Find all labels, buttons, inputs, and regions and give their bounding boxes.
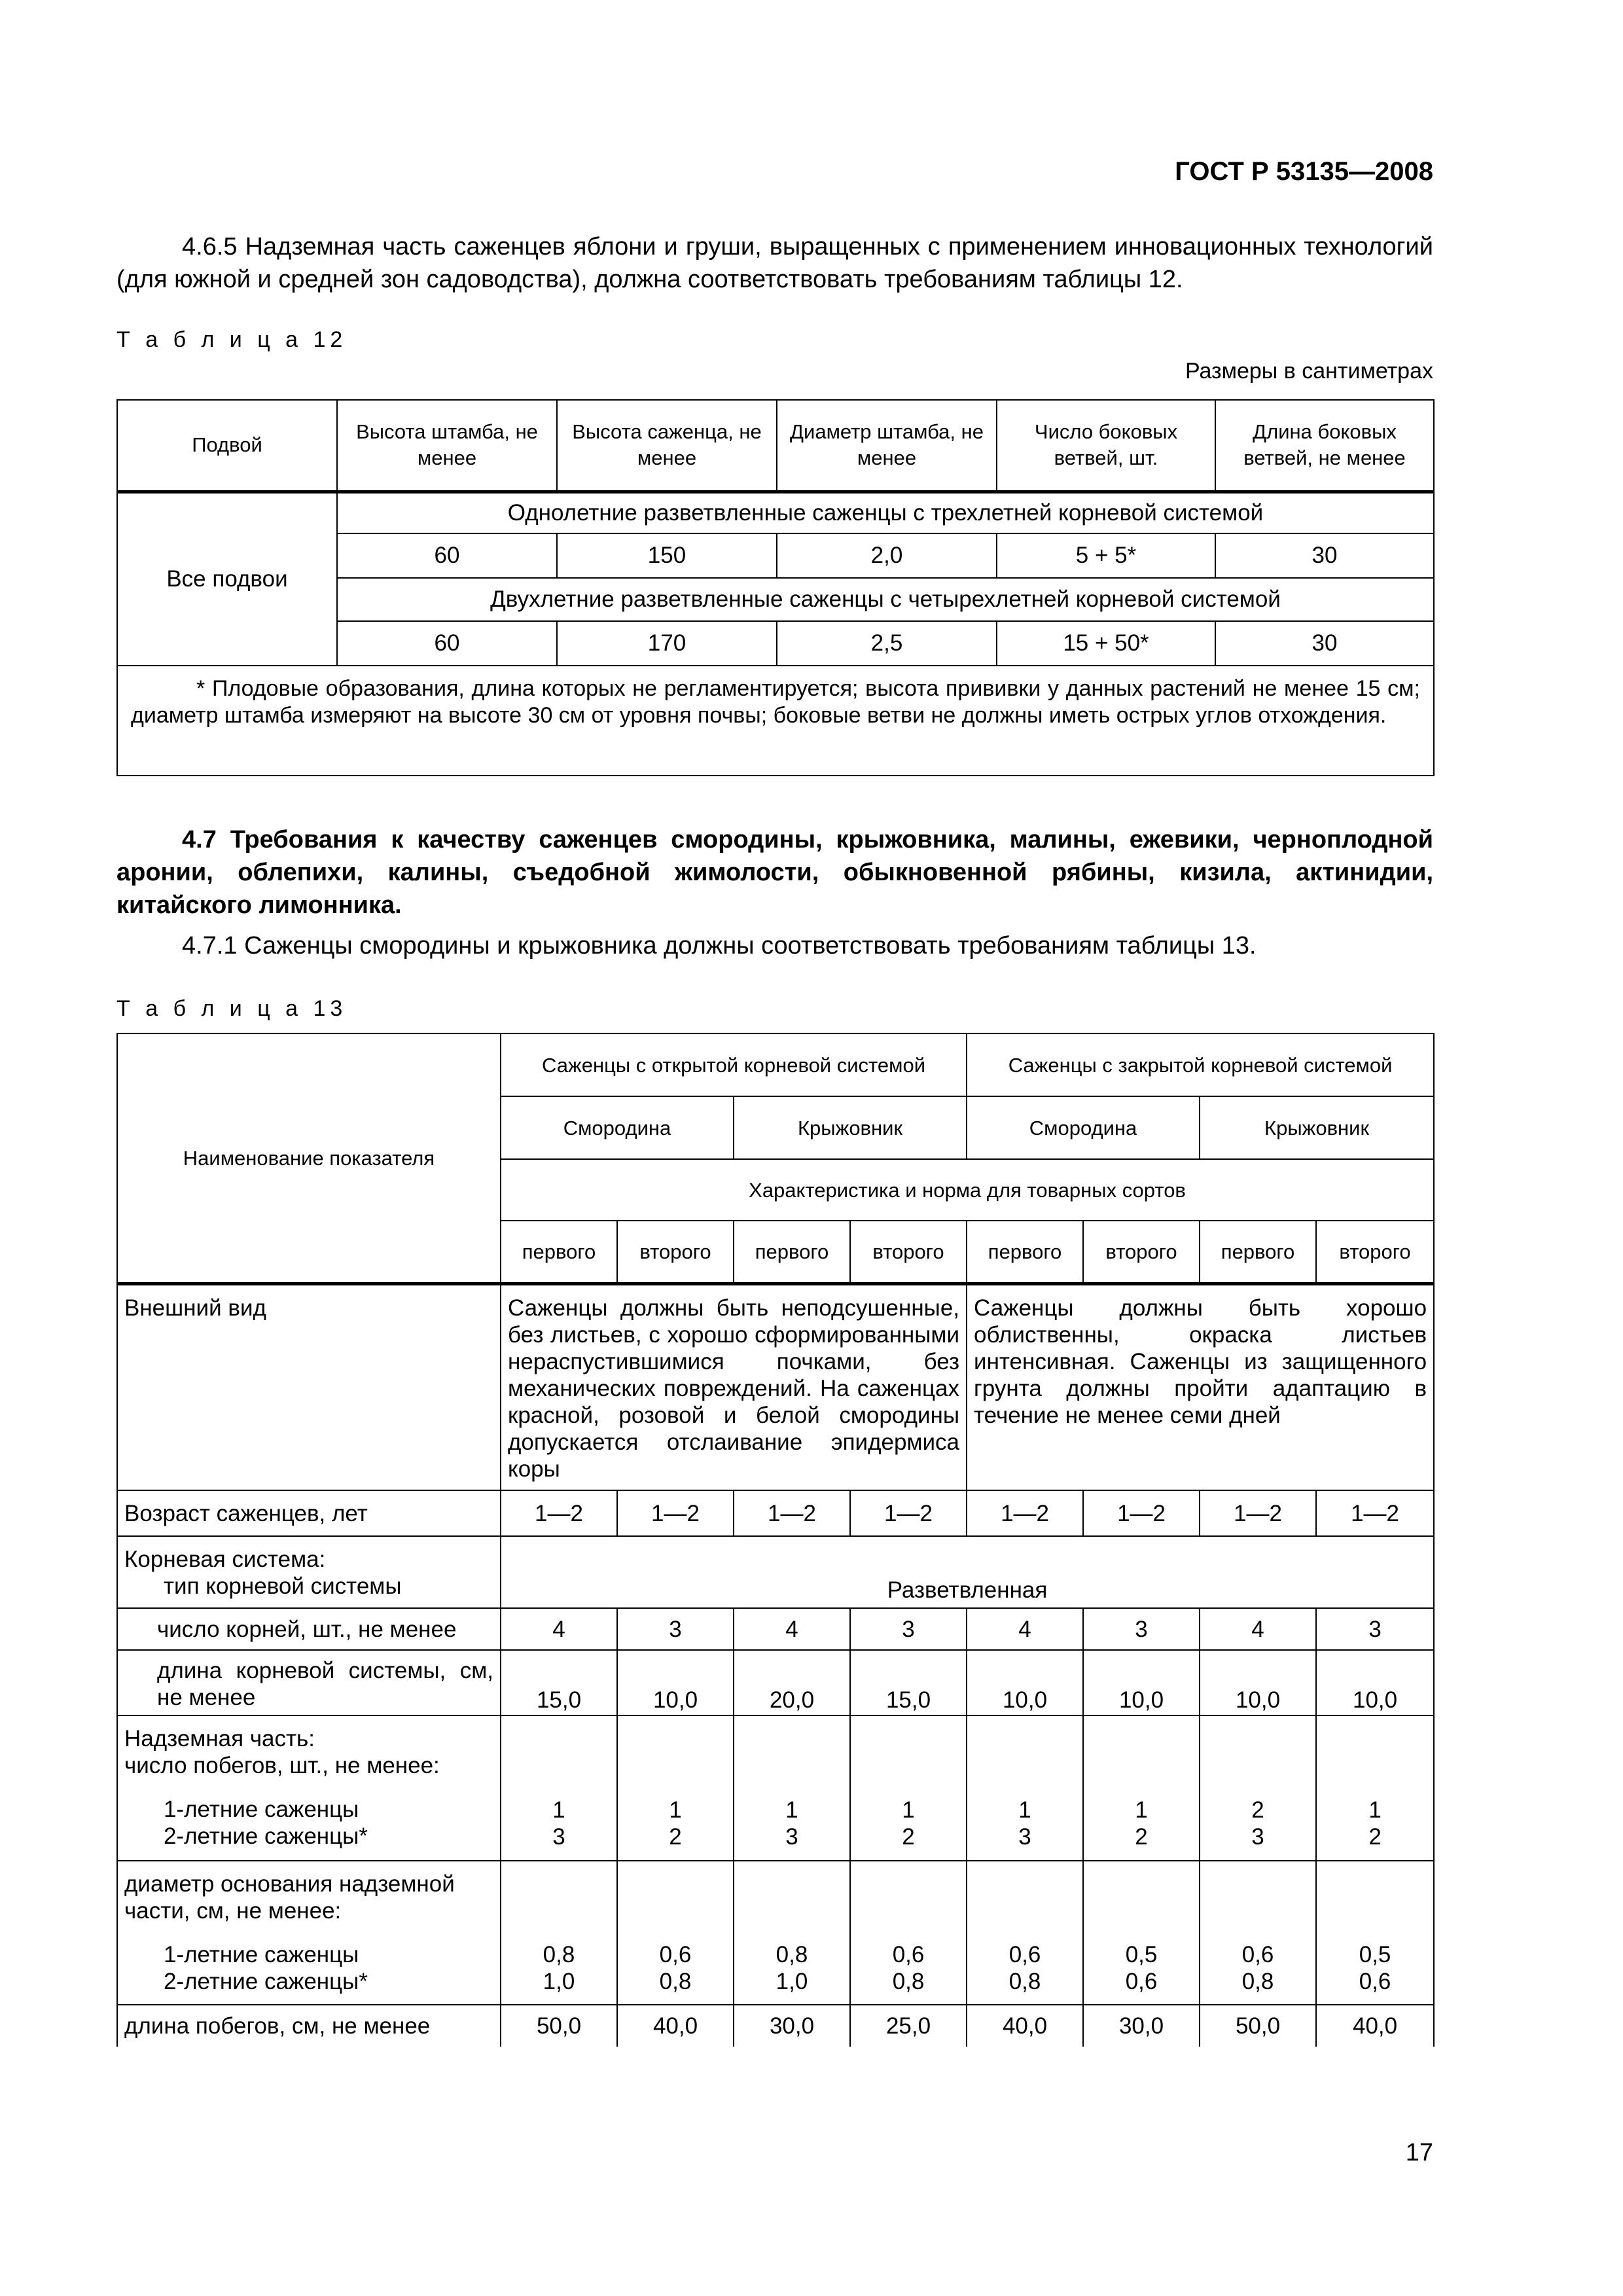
- t12-note-row: [117, 666, 1434, 776]
- t12-header-branch-length: Длина боковых ветвей, не менее: [1215, 400, 1434, 492]
- t13-cell: 1—2: [850, 1490, 967, 1536]
- t13-diameter-col-5: [967, 1861, 1083, 2005]
- t13-cell: 3: [1083, 1608, 1200, 1650]
- t13-cell: 1: [669, 1797, 682, 1823]
- t13-cell: 2: [669, 1824, 682, 1850]
- t13-cell: 3: [1316, 1608, 1434, 1650]
- t13-appearance-label: Внешний вид: [117, 1283, 501, 1490]
- t13-diameter-row: [117, 1861, 1434, 2005]
- t13-shoots-label: [117, 1715, 501, 1861]
- t13-root-type-label: тип корневой системы: [164, 1573, 402, 1599]
- paragraph-4-7-1: [116, 929, 1433, 962]
- t13-cell: 0,5: [1359, 1942, 1391, 1967]
- t13-cell: 1—2: [501, 1490, 617, 1536]
- t12-footnote: [117, 666, 1434, 776]
- t13-cell: 0,8: [543, 1942, 575, 1967]
- t13-shoots-y2-label: 2-летние саженцы*: [164, 1823, 368, 1849]
- t13-shoots-col-1: [501, 1715, 617, 1861]
- paragraph-4-7-1-text: 4.7.1 Саженцы смородины и крыжовника должны соответствовать требованиям таблицы 13.: [182, 932, 1257, 960]
- t13-shoots-row: [117, 1715, 1434, 1861]
- paragraph-4-6-5-text: 4.6.5 Надземная часть саженцев яблони и груши, выращенных с применением инновационных технологий (для южной и средней зон садоводства), должна соответствовать требованиям таблицы 12.: [116, 233, 1433, 293]
- t13-age-label: Возраст саженцев, лет: [117, 1490, 501, 1536]
- t12-cell: 2,5: [777, 621, 997, 666]
- t13-header-gooseberry-open: Крыжовник: [734, 1096, 967, 1159]
- t13-cell: 1: [552, 1797, 565, 1823]
- t13-diameter-col-3: [734, 1861, 850, 2005]
- t13-root-label: [117, 1536, 501, 1608]
- t13-diameter-col-6: [1083, 1861, 1200, 2005]
- t13-cell: 50,0: [501, 2005, 617, 2047]
- t13-cell: 1—2: [617, 1490, 734, 1536]
- t13-cell: 0,8: [1008, 1969, 1041, 1994]
- t13-cell: 3: [850, 1608, 967, 1650]
- t13-cell: 10,0: [967, 1650, 1083, 1715]
- t12-cell: 2,0: [777, 533, 997, 578]
- t13-root-length-row: [117, 1650, 1434, 1715]
- t13-appearance-row: [117, 1283, 1434, 1490]
- table-12-header-row: [117, 400, 1434, 492]
- t13-cell: 40,0: [617, 2005, 734, 2047]
- t13-diameter-title: диаметр основания надземной части, см, не менее:: [124, 1871, 455, 1924]
- table-12-caption: Т а б л и ц а 12: [116, 327, 348, 352]
- t12-header-rootstock: Подвой: [117, 400, 337, 492]
- t13-diameter-col-7: [1200, 1861, 1316, 2005]
- t12-cell: 150: [557, 533, 777, 578]
- t13-cell: 4: [501, 1608, 617, 1650]
- t13-root-count-row: [117, 1608, 1434, 1650]
- t13-header-currant-open: Смородина: [501, 1096, 734, 1159]
- t13-cell: 1—2: [1083, 1490, 1200, 1536]
- t13-header-gooseberry-closed: Крыжовник: [1200, 1096, 1434, 1159]
- t13-diameter-col-4: [850, 1861, 967, 2005]
- t13-grade-first: первого: [501, 1221, 617, 1283]
- t13-diameter-col-2: [617, 1861, 734, 2005]
- t13-cell: 50,0: [1200, 2005, 1316, 2047]
- t13-cell: 3: [552, 1824, 565, 1850]
- t13-grade-second: второго: [1316, 1221, 1434, 1283]
- t13-cell: 3: [1018, 1824, 1031, 1850]
- table-13-caption: Т а б л и ц а 13: [116, 996, 348, 1021]
- t13-cell: 0,5: [1125, 1942, 1158, 1967]
- t13-appearance-open: Саженцы должны быть неподсушенные, без листьев, с хорошо сформированными нераспустившимися почками, без механических повреждений. На саженцах красной, розовой и белой смородины допускается отслаивание эпидермиса коры: [501, 1283, 967, 1490]
- t13-diameter-col-1: [501, 1861, 617, 2005]
- t13-shoots-col-2: [617, 1715, 734, 1861]
- t12-footnote-text: * Плодовые образования, длина которых не регламентируется; высота прививки у данных растений не менее 15 см; диаметр штамба измеряют на высоте 30 см от уровня почвы; боковые ветви не должны иметь острых углов отхождения.: [131, 676, 1420, 728]
- t13-cell: 10,0: [617, 1650, 734, 1715]
- t13-cell: 15,0: [850, 1650, 967, 1715]
- t13-cell: 40,0: [967, 2005, 1083, 2047]
- t13-root-type-value: Разветвленная: [501, 1536, 1434, 1608]
- t12-rootstock-all: Все подвои: [117, 492, 337, 666]
- t13-cell: 2: [1251, 1797, 1264, 1823]
- t13-cell: 1,0: [776, 1969, 808, 1994]
- t13-cell: 0,8: [892, 1969, 925, 1994]
- t12-cell: 170: [557, 621, 777, 666]
- t13-cell: 30,0: [734, 2005, 850, 2047]
- t13-grade-first: первого: [1200, 1221, 1316, 1283]
- t13-age-row: [117, 1490, 1434, 1536]
- t12-cell: 60: [337, 621, 557, 666]
- t13-shoots-y1-label: 1-летние саженцы: [164, 1797, 359, 1822]
- t12-group1-row: [117, 492, 1434, 533]
- t12-header-branch-count: Число боковых ветвей, шт.: [997, 400, 1215, 492]
- t13-grade-second: второго: [850, 1221, 967, 1283]
- t13-cell: 4: [1200, 1608, 1316, 1650]
- t13-cell: 1: [785, 1797, 798, 1823]
- t13-cell: 0,6: [1125, 1969, 1158, 1994]
- paragraph-4-6-5: [116, 230, 1433, 296]
- t13-diameter-y1-label: 1-летние саженцы: [164, 1942, 359, 1967]
- section-4-7-heading: [116, 823, 1433, 922]
- t13-cell: 1: [902, 1797, 915, 1823]
- t13-shoots-col-5: [967, 1715, 1083, 1861]
- t13-diameter-label: [117, 1861, 501, 2005]
- t13-cell: 0,6: [1359, 1969, 1391, 1994]
- t12-header-trunk-diameter: Диаметр штамба, не менее: [777, 400, 997, 492]
- t12-header-trunk-height: Высота штамба, не менее: [337, 400, 557, 492]
- t13-cell: 2: [1368, 1824, 1382, 1850]
- t13-root-system-label: Корневая система:: [124, 1547, 326, 1572]
- t13-header-row-1: [117, 1033, 1434, 1096]
- t13-cell: 2: [1135, 1824, 1148, 1850]
- t12-cell: 15 + 50*: [997, 621, 1215, 666]
- t13-cell: 20,0: [734, 1650, 850, 1715]
- t12-group2-label: Двухлетние разветвленные саженцы с четырехлетней корневой системой: [337, 578, 1434, 621]
- t13-appearance-closed: Саженцы должны быть хорошо облиственны, окраска листьев интенсивная. Саженцы из защищенного грунта должны пройти адаптацию в течение не менее семи дней: [967, 1283, 1434, 1490]
- table-13: [116, 1033, 1435, 2047]
- t13-header-closed-root: Саженцы с закрытой корневой системой: [967, 1033, 1434, 1096]
- t13-cell: 4: [967, 1608, 1083, 1650]
- t12-header-seedling-height: Высота саженца, не менее: [557, 400, 777, 492]
- t13-diameter-y2-label: 2-летние саженцы*: [164, 1969, 368, 1994]
- t13-cell: 1: [1135, 1797, 1148, 1823]
- t13-cell: 10,0: [1316, 1650, 1434, 1715]
- t12-cell: 60: [337, 533, 557, 578]
- t13-cell: 3: [617, 1608, 734, 1650]
- t13-shoots-col-3: [734, 1715, 850, 1861]
- t13-grade-second: второго: [1083, 1221, 1200, 1283]
- t12-cell: 30: [1215, 621, 1434, 666]
- t13-root-type-row: [117, 1536, 1434, 1608]
- t13-header-characteristic: Характеристика и норма для товарных сортов: [501, 1159, 1434, 1221]
- t13-grade-second: второго: [617, 1221, 734, 1283]
- t13-shoots-col-8: [1316, 1715, 1434, 1861]
- t13-header-indicator: Наименование показателя: [117, 1033, 501, 1283]
- t13-cell: 1—2: [1200, 1490, 1316, 1536]
- t13-cell: 10,0: [1083, 1650, 1200, 1715]
- t12-cell: 5 + 5*: [997, 533, 1215, 578]
- t13-shoots-col-6: [1083, 1715, 1200, 1861]
- t13-header-currant-closed: Смородина: [967, 1096, 1200, 1159]
- t13-cell: 1—2: [967, 1490, 1083, 1536]
- t13-cell: 1,0: [543, 1969, 575, 1994]
- t13-shoot-count-label: число побегов, шт., не менее:: [124, 1753, 440, 1778]
- t13-cell: 0,8: [776, 1942, 808, 1967]
- t13-cell: 1—2: [1316, 1490, 1434, 1536]
- t13-above-ground-label: Надземная часть:: [124, 1726, 315, 1751]
- t13-shoot-length-row: [117, 2005, 1434, 2047]
- t13-cell: 1—2: [734, 1490, 850, 1536]
- t13-cell: 10,0: [1200, 1650, 1316, 1715]
- t13-cell: 0,8: [659, 1969, 692, 1994]
- t13-cell: 25,0: [850, 2005, 967, 2047]
- t13-cell: 0,6: [1008, 1942, 1041, 1967]
- t13-diameter-col-8: [1316, 1861, 1434, 2005]
- t12-group1-label: Однолетние разветвленные саженцы с трехлетней корневой системой: [337, 492, 1434, 533]
- t13-cell: 0,6: [659, 1942, 692, 1967]
- t13-shoots-col-7: [1200, 1715, 1316, 1861]
- t13-cell: 0,6: [1241, 1942, 1274, 1967]
- t13-cell: 1: [1018, 1797, 1031, 1823]
- t13-cell: 2: [902, 1824, 915, 1850]
- t13-cell: 15,0: [501, 1650, 617, 1715]
- table-12-units: Размеры в сантиметрах: [1185, 359, 1433, 384]
- t13-root-count-label: число корней, шт., не менее: [117, 1608, 501, 1650]
- t13-cell: 3: [785, 1824, 798, 1850]
- t13-grade-first: первого: [734, 1221, 850, 1283]
- t13-cell: 0,8: [1241, 1969, 1274, 1994]
- t13-shoots-col-4: [850, 1715, 967, 1861]
- t13-root-length-label: длина корневой системы, см, не менее: [117, 1650, 501, 1715]
- t13-grade-first: первого: [967, 1221, 1083, 1283]
- t13-cell: 4: [734, 1608, 850, 1650]
- t13-header-open-root: Саженцы с открытой корневой системой: [501, 1033, 967, 1096]
- t13-cell: 1: [1368, 1797, 1382, 1823]
- t13-cell: 40,0: [1316, 2005, 1434, 2047]
- t13-cell: 3: [1251, 1824, 1264, 1850]
- t12-cell: 30: [1215, 533, 1434, 578]
- t13-cell: 0,6: [892, 1942, 925, 1967]
- t13-shoot-length-label: длина побегов, см, не менее: [117, 2005, 501, 2047]
- t13-cell: 30,0: [1083, 2005, 1200, 2047]
- standard-number: ГОСТ Р 53135—2008: [1175, 157, 1433, 186]
- page-number: 17: [1405, 2139, 1433, 2166]
- section-4-7-text: 4.7 Требования к качеству саженцев смородины, крыжовника, малины, ежевики, черноплодной аронии, облепихи, калины, съедобной жимолости, обыкновенной рябины, кизила, актинидии, китайского лимонника.: [116, 826, 1433, 919]
- table-12: [116, 399, 1435, 776]
